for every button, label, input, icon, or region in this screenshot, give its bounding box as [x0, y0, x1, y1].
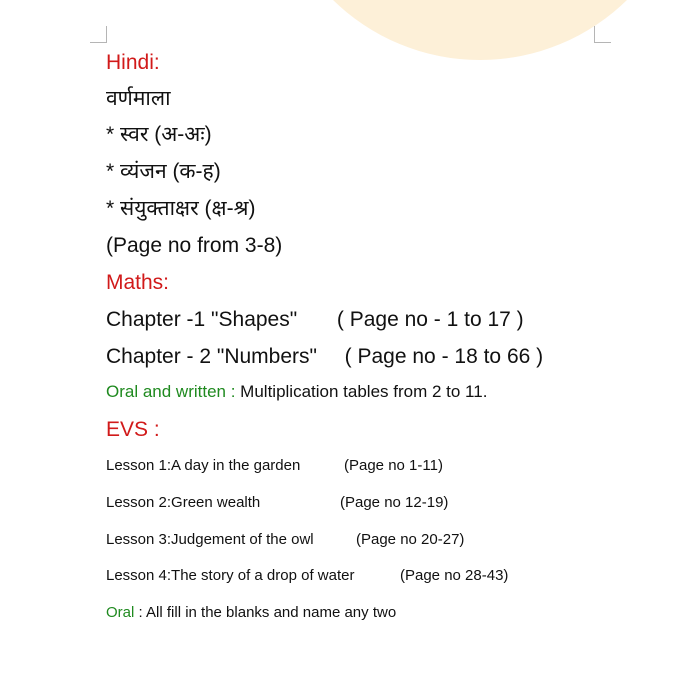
hindi-varnamala: वर्णमाला	[106, 87, 171, 110]
chapter-pages: ( Page no - 18 to 66 )	[344, 345, 544, 368]
maths-chapter-1	[106, 309, 524, 330]
lesson-title: Lesson 1:A day in the garden	[106, 457, 301, 474]
evs-oral	[106, 605, 396, 620]
evs-lesson-1	[106, 458, 443, 473]
maths-heading: Maths:	[106, 271, 170, 294]
hindi-heading: Hindi:	[106, 51, 160, 74]
evs-lesson-2	[106, 495, 448, 510]
evs-heading: EVS :	[106, 418, 160, 441]
chapter-pages: ( Page no - 1 to 17 )	[336, 308, 524, 331]
chapter-title: Chapter - 2 "Numbers"	[106, 345, 317, 368]
decorative-blob	[270, 0, 690, 60]
maths-chapter-2	[106, 346, 543, 367]
lesson-pages: (Page no 20-27)	[356, 531, 465, 548]
lesson-pages: (Page no 12-19)	[340, 494, 449, 511]
oral-label: Oral	[106, 604, 135, 621]
chapter-title: Chapter -1 "Shapes"	[106, 308, 298, 331]
hindi-item-swar: * स्वर (अ-अः)	[106, 123, 212, 146]
oral-written-text: Multiplication tables from 2 to 11.	[235, 382, 488, 401]
crop-mark-left	[90, 26, 107, 43]
hindi-item-vyanjan: * व्यंजन (क-ह)	[106, 160, 221, 183]
lesson-title: Lesson 3:Judgement of the owl	[106, 531, 314, 548]
lesson-title: Lesson 4:The story of a drop of water	[106, 567, 355, 584]
crop-mark-right	[594, 26, 611, 43]
lesson-title: Lesson 2:Green wealth	[106, 494, 261, 511]
lesson-pages: (Page no 1-11)	[344, 457, 443, 474]
maths-oral-written	[106, 383, 487, 400]
oral-written-label: Oral and written :	[106, 382, 236, 401]
evs-lesson-3	[106, 532, 464, 547]
oral-text: : All fill in the blanks and name any two	[134, 604, 397, 621]
hindi-pages: (Page no from 3-8)	[106, 234, 283, 257]
hindi-item-sanyuktakshar: * संयुक्ताक्षर (क्ष-श्र)	[106, 197, 256, 220]
lesson-pages: (Page no 28-43)	[400, 567, 509, 584]
evs-lesson-4	[106, 568, 508, 583]
